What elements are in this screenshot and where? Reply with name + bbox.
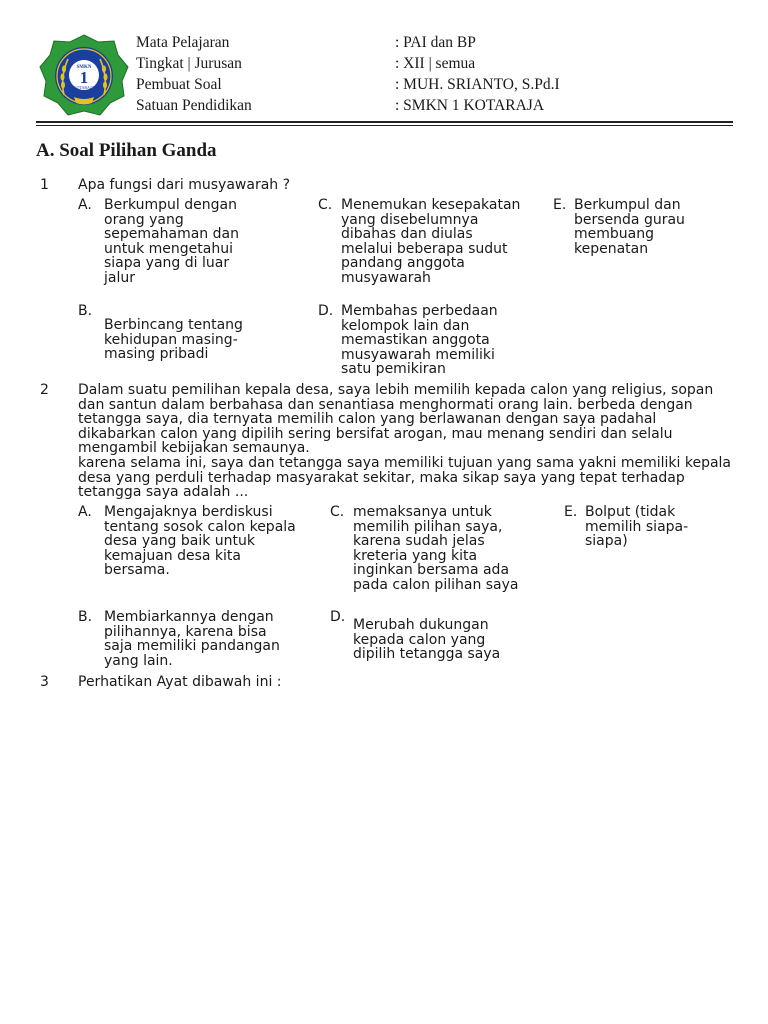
header-value-grade: : XII | semua (395, 55, 476, 72)
option-text-c: memaksanya untuk memilih pilihan saya, karena sudah jelas kreteria yang kita inginkan bersama ada pada calon pilihan saya (353, 504, 519, 593)
header-label-subject: Mata Pelajaran (136, 34, 230, 51)
section-title: A. Soal Pilihan Ganda (36, 140, 217, 161)
option-text-a: Berkumpul dengan orang yang sepemahaman dan untuk mengetahui siapa yang di luar jalur (104, 197, 239, 286)
option-letter-c: C. (330, 504, 345, 520)
question-number: 2 (40, 382, 49, 398)
question-text: Perhatikan Ayat dibawah ini : (78, 674, 282, 690)
header-value-subject: : PAI dan BP (395, 34, 476, 51)
option-text-d: Merubah dukungan kepada calon yang dipilih tetangga saya (353, 617, 501, 662)
logo-top-text: SMKN (76, 65, 92, 70)
header-label-school: Satuan Pendidikan (136, 97, 252, 114)
header-value-school: : SMKN 1 KOTARAJA (395, 97, 545, 114)
question-number: 3 (40, 674, 49, 690)
option-text-a: Mengajaknya berdiskusi tentang sosok calon kepala desa yang baik untuk kemajuan desa kita bersama. (104, 504, 296, 578)
question-text: Apa fungsi dari musyawarah ? (78, 177, 291, 193)
option-text-b: Membiarkannya dengan pilihannya, karena bisa saja memiliki pandangan yang lain. (104, 609, 280, 669)
question-number: 1 (40, 177, 49, 193)
option-text-e: Berkumpul dan bersenda gurau membuang kepenatan (574, 197, 685, 257)
option-text-c: Menemukan kesepakatan yang disebelumnya dibahas dan diulas melalui beberapa sudut pandang anggota musyawarah (341, 197, 521, 286)
header-label-grade: Tingkat | Jurusan (136, 55, 242, 72)
option-text-e: Bolput (tidak memilih siapa-siapa) (585, 504, 689, 549)
option-text-b: Berbincang tentang kehidupan masing-masing pribadi (104, 317, 243, 362)
header-label-author: Pembuat Soal (136, 76, 222, 93)
logo-number: 1 (79, 68, 89, 87)
option-text-d: Membahas perbedaan kelompok lain dan memastikan anggota musyawarah memiliki satu pemikiran (341, 303, 498, 377)
header-divider-thin (36, 125, 733, 126)
option-letter-b: B. (78, 303, 93, 319)
option-letter-a: A. (78, 197, 92, 213)
option-letter-e: E. (553, 197, 567, 213)
option-letter-d: D. (330, 609, 346, 625)
school-logo (38, 33, 130, 117)
option-letter-a: A. (78, 504, 92, 520)
header-value-author: : MUH. SRIANTO, S.Pd.I (395, 76, 560, 93)
option-letter-b: B. (78, 609, 93, 625)
option-letter-c: C. (318, 197, 333, 213)
option-letter-d: D. (318, 303, 334, 319)
question-text: Dalam suatu pemilihan kepala desa, saya lebih memilih kepada calon yang religius, sopan dan santun dalam berbahasa dan senantiasa menghormati orang lain. berbeda dengan tetangga saya, dia ternyata memilih calon yang berlawanan dengan saya padahal dikabarkan calon yang dipilih sering bersifat arogan, mau menang sendiri dan selalu mengambil kebijakan semaunya. (78, 382, 714, 456)
logo-bottom-text: KOTARAJA (73, 85, 95, 90)
header-divider-thick (36, 121, 733, 123)
question-text-continued: karena selama ini, saya dan tetangga saya memiliki tujuan yang sama yakni memiliki kepala desa yang perduli terhadap masyarakat sekitar, maka sikap saya yang tepat terhadap tetangga saya adalah ... (78, 455, 732, 500)
option-letter-e: E. (564, 504, 578, 520)
